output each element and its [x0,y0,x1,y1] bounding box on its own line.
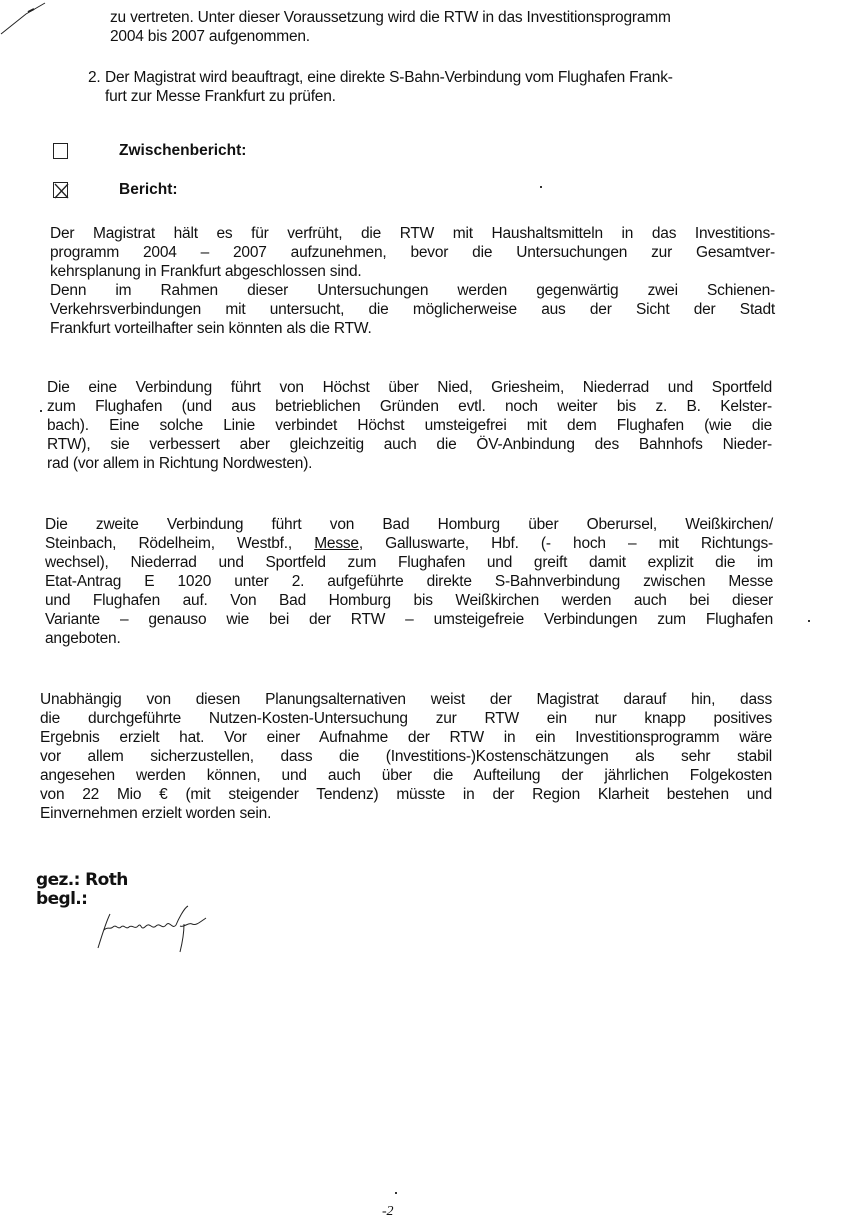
checkbox-row-bericht [53,181,178,198]
text-line: Der Magistrat wird beauftragt, eine direkte S-Bahn-Verbindung vom Flughafen Frank- [105,69,673,86]
pen-stroke-mark [0,0,60,40]
text-line: Die zweite Verbindung führt von Bad Homburg über Oberursel, Weißkirchen/ [45,516,773,533]
checkbox-zwischenbericht-unchecked[interactable] [53,143,68,159]
text-line: Unabhängig von diesen Planungsalternativen weist der Magistrat darauf hin, dass [40,691,772,708]
paragraph-report-intro [50,224,775,338]
list-item-number: 2. [88,69,101,86]
checkbox-label: Bericht: [119,181,178,198]
certified-label: begl.: [36,889,88,909]
text-line: bach). Eine solche Linie verbindet Höchst umsteigefrei mit dem Flughafen (wie die [47,417,772,434]
text-line: Ergebnis erzielt hat. Vor einer Aufnahme der RTW in ein Investitionsprogramm wäre [40,729,772,746]
paragraph-cost-benefit [40,690,772,823]
signed-by: gez.: Roth [36,870,128,890]
cross-check-icon [54,183,69,199]
text-line: zum Flughafen (und aus betrieblichen Gründen evtl. noch weiter bis z. B. Kelster- [47,398,772,415]
text-segment: , Galluswarte, Hbf. (- hoch – mit Richtungs- [358,535,773,552]
text-line: angesehen werden können, und auch über die Aufteilung der jährlichen Folgekosten [40,767,772,784]
text-line: zu vertreten. Unter dieser Voraussetzung wird die RTW in das Investitionsprogramm [110,9,671,26]
text-line: rad (vor allem in Richtung Nordwesten). [47,455,313,472]
text-line: von 22 Mio € (mit steigender Tendenz) müsste in der Region Klarheit bestehen und [40,786,772,803]
scan-speck [540,186,542,188]
text-line: angeboten. [45,630,121,647]
text-line: RTW), sie verbessert aber gleichzeitig auch die ÖV-Anbindung des Bahnhofs Nieder- [47,436,772,453]
page-number: -2 [382,1204,394,1219]
intro-continuation [110,8,770,46]
text-line: Variante – genauso wie bei der RTW – umsteigefreie Verbindungen zum Flughafen [45,611,773,628]
text-segment: Steinbach, Rödelheim, Westbf., [45,535,315,552]
scan-speck [40,410,42,412]
text-line: und Flughafen auf. Von Bad Homburg bis Weißkirchen werden auch bei dieser [45,592,773,609]
text-line: Einvernehmen erzielt worden sein. [40,805,272,822]
text-line: programm 2004 – 2007 aufzunehmen, bevor die Untersuchungen zur Gesamtver- [50,244,775,261]
scan-speck [808,620,810,622]
scan-speck [395,1192,397,1194]
text-line: furt zur Messe Frankfurt zu prüfen. [105,88,336,105]
text-line: kehrsplanung in Frankfurt abgeschlossen sind. [50,263,362,280]
checkbox-label: Zwischenbericht: [119,142,247,159]
underlined-messe: Messe [314,535,359,552]
text-line: die durchgeführte Nutzen-Kosten-Untersuchung zur RTW ein nur knapp positives [40,710,772,727]
text-line: Der Magistrat hält es für verfrüht, die RTW mit Haushaltsmitteln in das Investitions- [50,225,775,242]
paragraph-second-connection [45,515,773,648]
text-line: Frankfurt vorteilhafter sein könnten als die RTW. [50,320,372,337]
text-line: wechsel), Niederrad und Sportfeld zum Flughafen und greift damit explizit die im [45,554,773,571]
text-line: Denn im Rahmen dieser Untersuchungen werden gegenwärtig zwei Schienen- [50,282,775,299]
text-line: vor allem sicherzustellen, dass die (Investitions-)Kostenschätzungen als sehr stabil [40,748,772,765]
text-line: Verkehrsverbindungen mit untersucht, die möglicherweise aus der Sicht der Stadt [50,301,775,318]
checkbox-bericht-checked[interactable] [53,182,68,198]
text-line: 2004 bis 2007 aufgenommen. [110,28,310,45]
text-line: Die eine Verbindung führt von Höchst über Nied, Griesheim, Niederrad und Sportfeld [47,379,772,396]
text-line-with-underline [45,534,773,553]
text-line: Etat-Antrag E 1020 unter 2. aufgeführte direkte S-Bahnverbindung zwischen Messe [45,573,773,590]
list-item-2 [88,68,778,106]
handwritten-signature [80,900,220,955]
paragraph-first-connection [47,378,772,473]
checkbox-row-zwischenbericht [53,142,247,159]
